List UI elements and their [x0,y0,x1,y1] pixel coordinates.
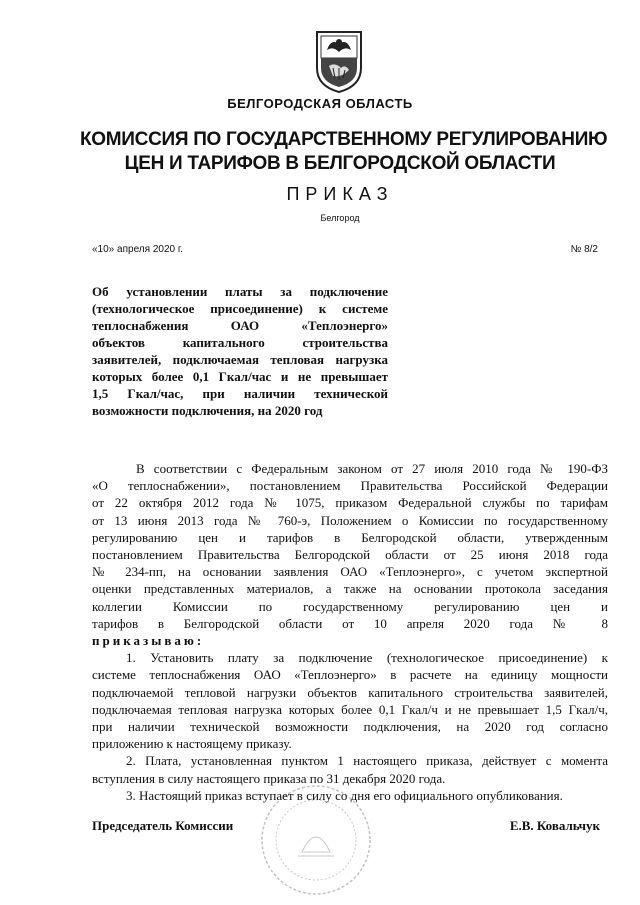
commission-name [80,128,608,176]
subject-line: которых более 0,1 Гкал/час и не превышает [92,369,388,384]
body-line: тарифов в Белгородской области от 10 апреля 2020 года № 8 [92,615,608,631]
body-line: регулированию цен и тарифов в Белгородской области, утвержденным [92,529,608,545]
body-line: № 234-пп, на основании заявления ОАО «Теплоэнерго», с учетом экспертной [92,564,608,580]
document-type: ПРИКАЗ [286,184,394,204]
subject-line: заявителей, подключаемая тепловая нагрузка [92,352,388,367]
subject-line: возможности подключения, на 2020 год [92,403,323,418]
body-line: 2. Плата, установленная пунктом 1 настоящего приказа, действует с момента [126,753,608,769]
order-body [92,460,608,804]
body-line: В соответствии с Федеральным законом от 27 июля 2010 года № 190-ФЗ [136,461,608,476]
body-line: от 13 июня 2013 года № 760-э, Положением о Комиссии по государственному [92,512,608,528]
body-line: «О теплоснабжении», постановлением Правительства Российской Федерации [92,478,608,494]
body-line: 1. Установить плату за подключение (технологическое присоединение) к [126,650,608,666]
order-number: № 8/2 [570,244,598,255]
body-line: системе теплоснабжения ОАО «Теплоэнерго» в расчете на единицу мощности [92,667,608,683]
body-line: постановлением Правительства Белгородской области от 25 июня 2018 года [92,547,608,563]
order-subject [92,283,388,419]
body-line: 3. Настоящий приказ вступает в силу со дня его официального опубликования. [126,787,563,803]
signatory-position: Председатель Комиссии [92,818,234,833]
body-line: при наличии технической возможности подключения, на 2020 год согласно [92,719,608,735]
body-line: коллегии Комиссии по государственному регулированию цен и [92,598,608,614]
body-line: оценки представленных материалов, а также на основании протокола заседания [92,581,608,597]
subject-line: 1,5 Гкал/час, при наличии технической [92,386,388,401]
body-line: подключаемая тепловая нагрузка которых более 0,1 Гкал/ч и не превышает 1,5 Гкал/ч, [92,701,608,717]
commission-name-line: КОМИССИЯ ПО ГОСУДАРСТВЕННОМУ РЕГУЛИРОВАНИЮ [80,129,608,150]
commission-name-line: ЦЕН И ТАРИФОВ В БЕЛГОРОДСКОЙ ОБЛАСТИ [124,153,556,174]
city: Белгород [320,213,360,223]
body-line: приложению к настоящему приказу. [92,736,292,752]
body-line: подключаемой тепловой нагрузки объектов капитального строительства заявителей, [92,684,608,700]
region-name: БЕЛГОРОДСКАЯ ОБЛАСТЬ [227,96,413,111]
order-date: «10» апреля 2020 г. [92,244,184,255]
subject-line: Об установлении платы за подключение [92,284,388,299]
subject-line: объектов капитального строительства [92,335,388,350]
signatory-name: Е.В. Ковальчук [509,818,600,833]
body-line: от 22 октября 2012 года № 1075, приказом Федеральной службы по тарифам [92,495,608,511]
order-word: приказываю: [92,633,205,649]
subject-line: теплоснабжения ОАО «Теплоэнерго» [92,318,388,333]
body-line: вступления в силу настоящего приказа по 31 декабря 2020 года. [92,770,446,786]
body-line [92,632,608,649]
subject-line: (технологическое присоединение) к системе [92,301,388,316]
coat-of-arms-icon [311,28,367,94]
seal-stamp [258,782,374,898]
